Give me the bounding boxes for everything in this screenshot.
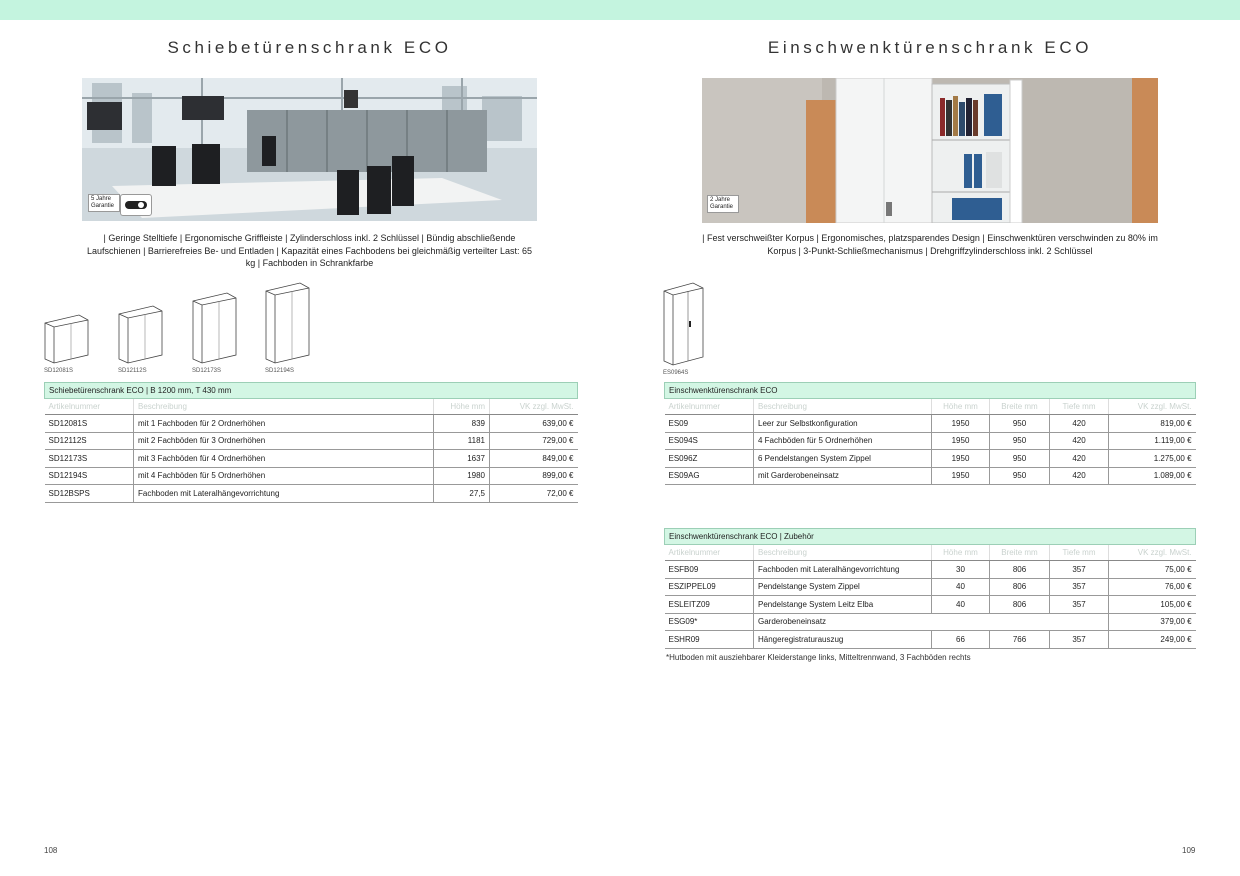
product-description-left: | Geringe Stelltiefe | Ergonomische Griffleiste | Zylinderschloss inkl. 2 Schlüssel | Bündig abschließende Laufschienen | Barrierefreies Be- und Entladen | Kapazität eines Fachbodens bei gleichmäßig verteilter Last: 65 kg | Fachboden in Schrankfarbe: [87, 233, 532, 268]
column-header: Artikelnummer: [45, 399, 134, 415]
product-sd12173s: SD12173S: [192, 291, 238, 365]
product-sd12194s: SD12194S: [265, 281, 311, 365]
certification-icon: [120, 194, 152, 216]
column-header: Tiefe mm: [1050, 399, 1109, 415]
top-accent-bar: [0, 0, 1240, 20]
column-header: VK zzgl. MwSt.: [1109, 399, 1196, 415]
column-header: Höhe mm: [434, 399, 490, 415]
table-caption: Einschwenktürenschrank ECO | Zubehör: [665, 529, 1196, 545]
table-row: ES094S 4 Fachböden für 5 Ordnerhöhen 1950 950 420 1.119,00 €: [665, 432, 1196, 450]
column-header: Breite mm: [990, 545, 1050, 561]
product-es0964s: ES0964S: [663, 281, 705, 367]
page-number-right: 109: [1182, 846, 1196, 855]
table-row: ESLEITZ09 Pendelstange System Leitz Elba 40 806 357 105,00 €: [665, 596, 1196, 614]
table-caption: Schiebetürenschrank ECO | B 1200 mm, T 430 mm: [45, 383, 578, 399]
column-header: VK zzgl. MwSt.: [1109, 545, 1196, 561]
table-row: ESG09* Garderobeneinsatz 379,00 €: [665, 613, 1196, 631]
table-row: ESHR09 Hängeregistraturauszug 66 766 357 249,00 €: [665, 631, 1196, 649]
table-row: ESFB09 Fachboden mit Lateralhängevorrichtung 30 806 357 75,00 €: [665, 561, 1196, 579]
swing-door-cabinet-icon: [663, 281, 705, 367]
product-sd12112s: SD12112S: [118, 304, 164, 365]
table-row: SD12173S mit 3 Fachböden für 4 Ordnerhöhen 1637 849,00 €: [45, 450, 578, 468]
column-header: Höhe mm: [932, 399, 990, 415]
page-number-left: 108: [44, 846, 58, 855]
table-row: SD12BSPS Fachboden mit Lateralhängevorrichtung 27,5 72,00 €: [45, 485, 578, 503]
column-header: Artikelnummer: [665, 399, 754, 415]
page-title-left: Schiebetürenschrank ECO: [167, 38, 452, 57]
guarantee-badge: 2 Jahre Garantie: [707, 195, 739, 213]
guarantee-badge: 5 Jahre Garantie: [88, 194, 120, 212]
table-row: ES096Z 6 Pendelstangen System Zippel 1950 950 420 1.275,00 €: [665, 450, 1196, 468]
table-row: ESZIPPEL09 Pendelstange System Zippel 40 806 357 76,00 €: [665, 578, 1196, 596]
spec-table-sliding: [44, 382, 578, 503]
table-row: SD12081S mit 1 Fachboden für 2 Ordnerhöhen 839 639,00 €: [45, 415, 578, 433]
sliding-cabinet-5-shelf-icon: [265, 281, 311, 365]
table-row: SD12112S mit 2 Fachböden für 3 Ordnerhöhen 1181 729,00 €: [45, 432, 578, 450]
column-header: Beschreibung: [754, 399, 932, 415]
column-header: Beschreibung: [754, 545, 932, 561]
column-header: VK zzgl. MwSt.: [490, 399, 578, 415]
sliding-cabinet-3-shelf-icon: [118, 304, 164, 365]
sliding-cabinet-4-shelf-icon: [192, 291, 238, 365]
table-row: ES09AG mit Garderobeneinsatz 1950 950 420 1.089,00 €: [665, 467, 1196, 485]
table-row: ES09 Leer zur Selbstkonfiguration 1950 950 420 819,00 €: [665, 415, 1196, 433]
column-header: Breite mm: [990, 399, 1050, 415]
product-description-right: | Fest verschweißter Korpus | Ergonomisches, platzsparendes Design | Einschwenktüren verschwinden zu 80% im Korpus | 3-Punkt-Schließmechanismus | Drehgriffzylinderschloss inkl. 2 Schlüssel: [702, 233, 1158, 256]
table-row: SD12194S mit 4 Fachböden für 5 Ordnerhöhen 1980 899,00 €: [45, 467, 578, 485]
page-title-right: Einschwenktürenschrank ECO: [767, 38, 1093, 57]
column-header: Artikelnummer: [665, 545, 754, 561]
office-photo-swing-cabinet: [702, 78, 1158, 223]
office-photo-sliding-cabinet: [82, 78, 537, 221]
spec-table-swing: [664, 382, 1196, 485]
accessories-footnote: *Hutboden mit ausziehbarer Kleiderstange links, Mitteltrennwand, 3 Fachböden rechts: [666, 653, 971, 662]
table-caption: Einschwenktürenschrank ECO: [665, 383, 1196, 399]
sliding-cabinet-2-shelf-icon: [44, 313, 90, 365]
accessories-table: [664, 528, 1196, 649]
column-header: Tiefe mm: [1050, 545, 1109, 561]
column-header: Beschreibung: [134, 399, 434, 415]
column-header: Höhe mm: [932, 545, 990, 561]
product-sd12081s: SD12081S: [44, 313, 90, 365]
